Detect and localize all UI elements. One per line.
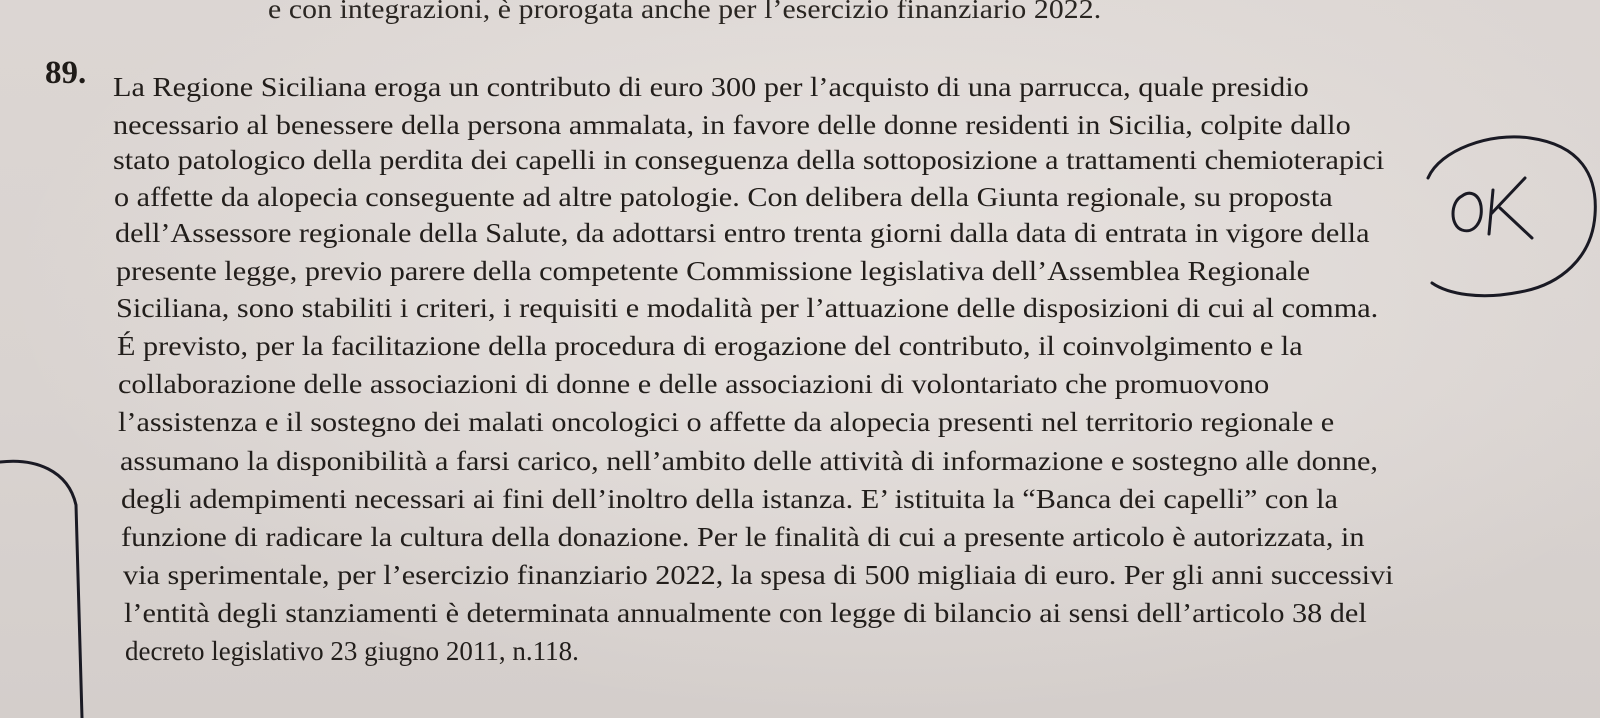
article-line: l’assistenza e il sostegno dei malati oncologici o affette da alopecia presenti nel territorio regionale e [118,407,1335,437]
article-line: collaborazione delle associazioni di donne e delle associazioni di volontariato che promuovono [118,369,1270,399]
article-line: Siciliana, sono stabiliti i criteri, i requisiti e modalità per l’attuazione delle disposizioni di cui al comma. [116,293,1379,323]
article-line: o affette da alopecia conseguente ad altre patologie. Con delibera della Giunta regionale, su proposta [114,182,1333,212]
article-line: stato patologico della perdita dei capelli in conseguenza della sottoposizione a trattamenti chemioterapici [113,145,1385,175]
handwritten-ok-o [1453,193,1481,231]
article-number: 89. [45,55,87,91]
article-line: degli adempimenti necessari ai fini dell’inoltro della istanza. E’ istituita la “Banca dei capelli” con la [121,484,1338,514]
article-line: decreto legislativo 23 giugno 2011, n.118. [125,636,579,666]
handwritten-ok-k [1489,178,1532,238]
article-line: La Regione Siciliana eroga un contributo di euro 300 per l’acquisto di una parrucca, quale presidio [113,72,1309,102]
article-line: l’entità degli stanziamenti è determinata annualmente con legge di bilancio ai sensi dell’articolo 38 del [124,598,1367,628]
handwritten-margin-bracket [0,461,82,718]
previous-paragraph-tail: e con integrazioni, è prorogata anche per l’esercizio finanziario 2022. [268,0,1102,24]
article-line: funzione di radicare la cultura della donazione. Per le finalità di cui a presente articolo è autorizzata, in [121,522,1365,552]
article-line: presente legge, previo parere della competente Commissione legislativa dell’Assemblea Regionale [116,256,1311,286]
article-line: necessario al benessere della persona ammalata, in favore delle donne residenti in Sicilia, colpite dallo [113,110,1351,140]
article-line: via sperimentale, per l’esercizio finanziario 2022, la spesa di 500 migliaia di euro. Per gli anni successivi [123,560,1394,590]
article-line: assumano la disponibilità a farsi carico, nell’ambito delle attività di informazione e sostegno alle donne, [120,446,1378,476]
article-line: dell’Assessore regionale della Salute, da adottarsi entro trenta giorni dalla data di entrata in vigore della [115,218,1370,248]
article-line: É previsto, per la facilitazione della procedura di erogazione del contributo, il coinvolgimento e la [117,331,1303,361]
